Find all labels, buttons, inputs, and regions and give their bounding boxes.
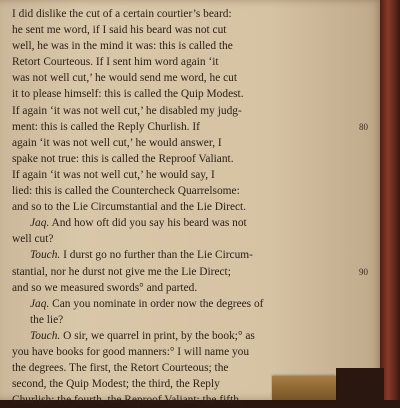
text-line: and so we measured swords° and parted. xyxy=(12,281,198,294)
text-line: I did dislike the cut of a certain courtier’s beard: xyxy=(12,8,232,20)
text-line: Touch. I durst go no further than the Lie Circum- xyxy=(30,249,253,262)
speaker-name: Touch. xyxy=(30,329,61,342)
bookmark-tab xyxy=(272,376,336,400)
text-line: spake not true: this is called the Reproof Valiant. xyxy=(12,152,234,165)
dark-corner xyxy=(336,368,384,400)
text-line: the degrees. The first, the Retort Courteous; the xyxy=(12,362,229,375)
text-line: the lie? xyxy=(30,313,64,326)
text-line: If again ‘it was not well cut,’ he disabled my judg- xyxy=(12,104,242,117)
text-line: second, the Quip Modest; the third, the Reply xyxy=(12,378,220,391)
page-text xyxy=(12,6,368,408)
line-number: 90 xyxy=(359,266,368,277)
speaker-name: Jaq. xyxy=(30,217,50,230)
text-line: Touch. O sir, we quarrel in print, by the book;° as xyxy=(30,329,255,342)
text-line: Jaq. And how oft did you say his beard was not xyxy=(30,217,247,230)
text-line: well, he was in the mind it was: this is called the xyxy=(12,40,233,53)
text-line: Churlish; the fourth, the Reproof Valiant; the fifth, xyxy=(12,394,242,407)
text-line: and so to the Lie Circumstantial and the Lie Direct. xyxy=(12,201,247,214)
text-line: Retort Courteous. If I sent him word again ‘it xyxy=(12,56,219,69)
line-number: 80 xyxy=(359,121,368,132)
text-line: If again ‘it was not well cut,’ he would say, I xyxy=(12,168,215,181)
text-line: it to please himself: this is called the Quip Modest. xyxy=(12,88,244,101)
text-line: well cut? xyxy=(12,233,54,246)
text-line: was not well cut,’ he would send me word, he cut xyxy=(12,72,238,85)
text-line: again ‘it was not well cut,’ he would answer, I xyxy=(12,136,222,149)
text-line: you have books for good manners:° I will name you xyxy=(12,345,250,358)
speaker-name: Jaq. xyxy=(30,297,50,310)
text-line: ment: this is called the Reply Churlish. If 80 xyxy=(12,119,368,135)
text-line: stantial, nor he durst not give me the Lie Direct; 90 xyxy=(12,264,368,280)
speaker-name: Touch. xyxy=(30,249,61,262)
book-spine xyxy=(380,0,400,400)
text-line: Jaq. Can you nominate in order now the degrees of xyxy=(30,297,264,310)
text-line: he sent me word, if I said his beard was not cut xyxy=(12,24,227,37)
text-line: lied: this is called the Countercheck Quarrelsome: xyxy=(12,185,240,198)
